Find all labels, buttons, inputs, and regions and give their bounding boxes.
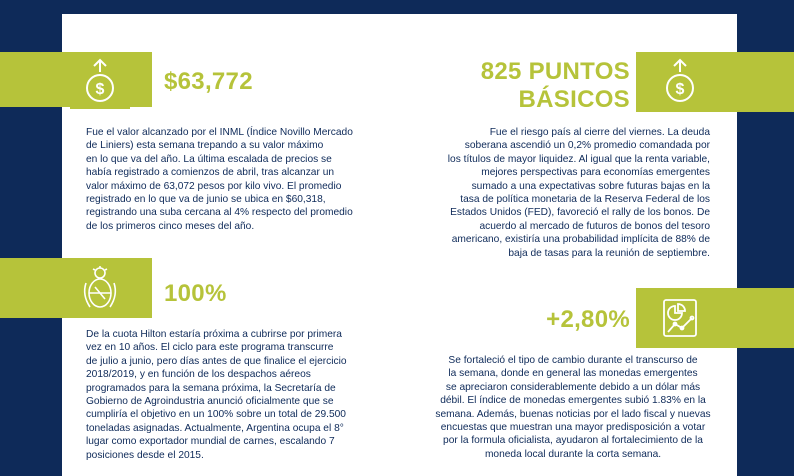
text-line: Se fortaleció el tipo de cambio durante el transcurso de (448, 355, 698, 366)
text-line: había registrado a comienzos de abril, tras alcanzar un (86, 167, 335, 179)
text-line: Fue el riesgo país al cierre del viernes. La deuda (489, 127, 710, 138)
text-line: sumado a una expectativas sobre futuras bajas en la (471, 180, 710, 192)
text-line: de Liniers) esta semana trepando a su valor máximo (86, 140, 324, 152)
text-line: tasa de política monetaria de la Reserva Federal de los (460, 194, 710, 206)
text-line: Estados Unidos (FED), favoreció el rally de los bonos. De (450, 207, 710, 219)
value-tipo-cambio: +2,80% (546, 306, 630, 333)
text-line: americano, existiría una probabilidad implícita de 88% de (451, 234, 710, 246)
money-up-arrow-icon (70, 54, 130, 109)
text-line: cumpliría el objetivo en un 100% sobre un total de 29.500 (86, 409, 346, 421)
text-line: baja de tasas para la reunión de septiembre. (508, 247, 710, 259)
value-riesgo-pais (440, 58, 630, 114)
value-line: BÁSICOS (518, 86, 630, 113)
svg-text:$: $ (675, 80, 685, 98)
text-line: registrado en lo que va de junio se ubica en $60,318, (86, 194, 326, 206)
text-line: mejores perspectivas para economías emergentes (481, 167, 710, 179)
text-line: Gobierno de Agroindustria anunció oficialmente que se (86, 396, 334, 408)
text-line: posiciones desde el 2015. (86, 449, 204, 461)
text-line: encuestas que muestran una mayor predisposición a votar (440, 422, 706, 434)
description-riesgo-pais (404, 126, 710, 260)
text-line: de los primeros cinco meses del año. (86, 220, 255, 232)
text-line: registrando una suba cercana al 4% respecto del promedio (86, 207, 353, 219)
text-line: débil. El índice de monedas emergentes subió 1.83% en la (440, 395, 706, 407)
text-line: acuerdo al mercado de futuros de bonos del tesoro (479, 220, 710, 232)
coat-of-arms-icon (70, 260, 130, 318)
text-line: en lo que va del año. La última escalada de precios se (86, 153, 332, 165)
text-line: 2018/2019, y en función de los despachos aéreos (86, 369, 311, 381)
description-inml (86, 126, 353, 233)
text-line: soberana ascendió un 0,2% promedio comandada por (464, 140, 710, 152)
text-line: semana. Además, buenas noticias por el lado fiscal y nuevas (435, 408, 711, 420)
text-line: los títulos de mayor liquidez. Al igual que la renta variable, (447, 153, 710, 165)
text-line: programados para la semana próxima, la Secretaría de (86, 382, 336, 394)
text-line: Fue el valor alcanzado por el INML (Índice Novillo Mercado (86, 127, 353, 138)
text-line: moneda local durante la corta semana. (484, 448, 662, 460)
text-line: toneladas asignadas. Actualmente, Argentina ocupa el 8° (86, 422, 344, 434)
text-line: vez en 10 años. El ciclo para este programa transcurre (86, 342, 334, 354)
chart-report-icon (650, 288, 710, 348)
svg-text:$: $ (95, 80, 105, 98)
text-line: por la formula oficialista, ayudaron al fortalecimiento de la (443, 435, 703, 447)
text-line: se apreciaron considerablemente debido a un dólar más (445, 381, 701, 393)
description-tipo-cambio (420, 354, 726, 461)
text-line: lugar como exportador mundial de carnes, escalando 7 (86, 436, 335, 448)
value-inml: $63,772 (164, 68, 253, 95)
text-line: de julio a junio, pero días antes de que finalice el ejercicio (86, 355, 347, 367)
text-line: De la cuota Hilton estaría próxima a cubrirse por primera (86, 329, 342, 340)
text-line: valor máximo de 63,072 pesos por kilo vivo. El promedio (86, 180, 342, 192)
description-cuota-hilton (86, 328, 347, 462)
money-up-arrow-icon (650, 54, 710, 109)
value-cuota-hilton: 100% (164, 280, 227, 307)
text-line: la semana, donde en general las monedas emergentes (448, 368, 698, 380)
value-line: 825 PUNTOS (480, 58, 630, 85)
